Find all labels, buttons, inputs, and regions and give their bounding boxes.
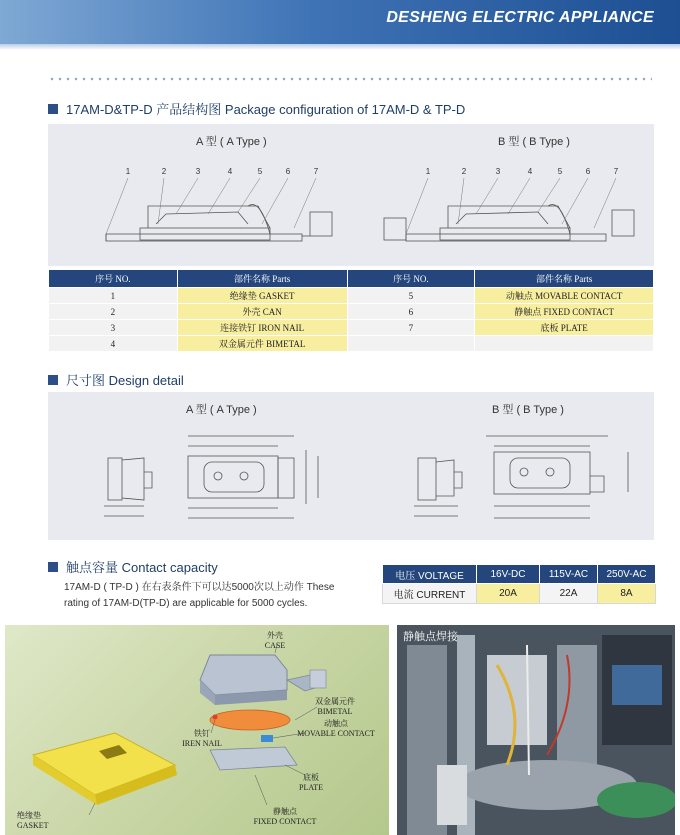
current-8a: 8A <box>598 584 656 604</box>
section-title-design <box>48 370 184 389</box>
callout-2b: 2 <box>461 167 467 176</box>
capacity-current-row <box>383 584 656 604</box>
plate-shape <box>210 747 297 770</box>
capacity-text-line-1: 17AM-D ( TP-D ) 在右表条件下可以达5000次以上动作 These <box>64 582 335 593</box>
callout-6a: 6 <box>285 167 291 176</box>
cell-no: 5 <box>347 288 475 304</box>
package-diagram-panel <box>48 124 654 266</box>
table-row <box>49 320 654 336</box>
label-fixed-contact: 静触点 FIXED CONTACT <box>253 807 317 826</box>
section-title-package <box>48 99 465 118</box>
label-bimetal: 双金属元件 BIMETAL <box>315 697 355 716</box>
exploded-view-panel <box>5 625 389 835</box>
cell-no: 6 <box>347 304 475 320</box>
cell-part: 连接铁钉 IRON NAIL <box>177 320 347 336</box>
gasket-shape <box>33 733 177 805</box>
cell-part: 底板 PLATE <box>475 320 654 336</box>
photo-title: 静触点焊接 <box>403 631 458 643</box>
parts-table-header <box>49 270 654 288</box>
header-no-2: 序号 NO. <box>347 270 475 288</box>
voltage-250v: 250V-AC <box>598 565 656 584</box>
label-movable-contact: 动触点 MOVABLE CONTACT <box>297 719 375 738</box>
cell-no <box>347 336 475 352</box>
cell-part: 静触点 FIXED CONTACT <box>475 304 654 320</box>
dotted-divider <box>48 77 652 81</box>
cell-part: 动触点 MOVABLE CONTACT <box>475 288 654 304</box>
package-structure-drawing <box>48 124 654 266</box>
section-title-contact <box>48 557 218 576</box>
table-row <box>49 288 654 304</box>
cell-no: 7 <box>347 320 475 336</box>
iron-nail-shape <box>213 715 218 720</box>
design-type-a-label: A 型 ( A Type ) <box>186 404 257 416</box>
label-iron-nail: 铁钉 IREN NAIL <box>182 729 222 748</box>
movable-contact-shape <box>261 735 273 742</box>
label-plate: 底板 PLATE <box>299 773 323 792</box>
callout-4a: 4 <box>227 167 233 176</box>
bullet-square-icon <box>48 104 58 114</box>
callout-7a: 7 <box>313 167 319 176</box>
cell-no: 4 <box>49 336 178 352</box>
bimetal-shape <box>210 710 290 730</box>
cell-no: 2 <box>49 304 178 320</box>
table-row <box>49 336 654 352</box>
header-shadow <box>0 44 680 50</box>
callout-7b: 7 <box>613 167 619 176</box>
section-title-text: 尺寸图 Design detail <box>66 373 184 388</box>
type-a-label: A 型 ( A Type ) <box>196 136 267 148</box>
capacity-text-line-2: rating of 17AM-D(TP-D) are applicable for 5000 cycles. <box>64 598 308 609</box>
section-title-text: 17AM-D&TP-D 产品结构图 Package configuration of 17AM-D & TP-D <box>66 102 466 117</box>
welding-machine-photo <box>397 625 675 835</box>
cell-part <box>475 336 654 352</box>
callout-2a: 2 <box>161 167 167 176</box>
capacity-header-row <box>383 565 656 584</box>
design-detail-drawing <box>48 392 654 540</box>
brand-title: DESHENG ELECTRIC APPLIANCE <box>386 9 654 26</box>
cell-no: 1 <box>49 288 178 304</box>
callout-1b: 1 <box>425 167 431 176</box>
callout-5a: 5 <box>257 167 263 176</box>
label-gasket: 绝缘垫 GASKET <box>17 811 49 830</box>
callout-5b: 5 <box>557 167 563 176</box>
label-case: 外壳 CASE <box>264 631 286 650</box>
voltage-label: 电压 VOLTAGE <box>383 565 477 584</box>
header-parts-2: 部件名称 Parts <box>475 270 654 288</box>
header-parts-1: 部件名称 Parts <box>177 270 347 288</box>
voltage-16v: 16V-DC <box>477 565 540 584</box>
bullet-square-icon <box>48 562 58 572</box>
page-header <box>0 0 680 44</box>
callout-1a: 1 <box>125 167 131 176</box>
machine-photo-illustration <box>397 625 675 835</box>
cell-no: 3 <box>49 320 178 336</box>
type-b-label: B 型 ( B Type ) <box>498 136 570 148</box>
current-22a: 22A <box>540 584 598 604</box>
callout-3b: 3 <box>495 167 501 176</box>
voltage-115v: 115V-AC <box>540 565 598 584</box>
callout-3a: 3 <box>195 167 201 176</box>
cell-part: 双金属元件 BIMETAL <box>177 336 347 352</box>
callout-6b: 6 <box>585 167 591 176</box>
contact-capacity-text <box>64 580 364 612</box>
header-no-1: 序号 NO. <box>49 270 178 288</box>
table-row <box>49 304 654 320</box>
parts-table <box>48 269 654 352</box>
design-type-b-label: B 型 ( B Type ) <box>492 404 564 416</box>
cell-part: 外壳 CAN <box>177 304 347 320</box>
section-title-text: 触点容量 Contact capacity <box>66 560 218 575</box>
current-label: 电流 CURRENT <box>383 584 477 604</box>
bullet-square-icon <box>48 375 58 385</box>
design-detail-panel <box>48 392 654 540</box>
capacity-table <box>382 564 656 604</box>
callout-4b: 4 <box>527 167 533 176</box>
current-20a: 20A <box>477 584 540 604</box>
cell-part: 绝缘垫 GASKET <box>177 288 347 304</box>
